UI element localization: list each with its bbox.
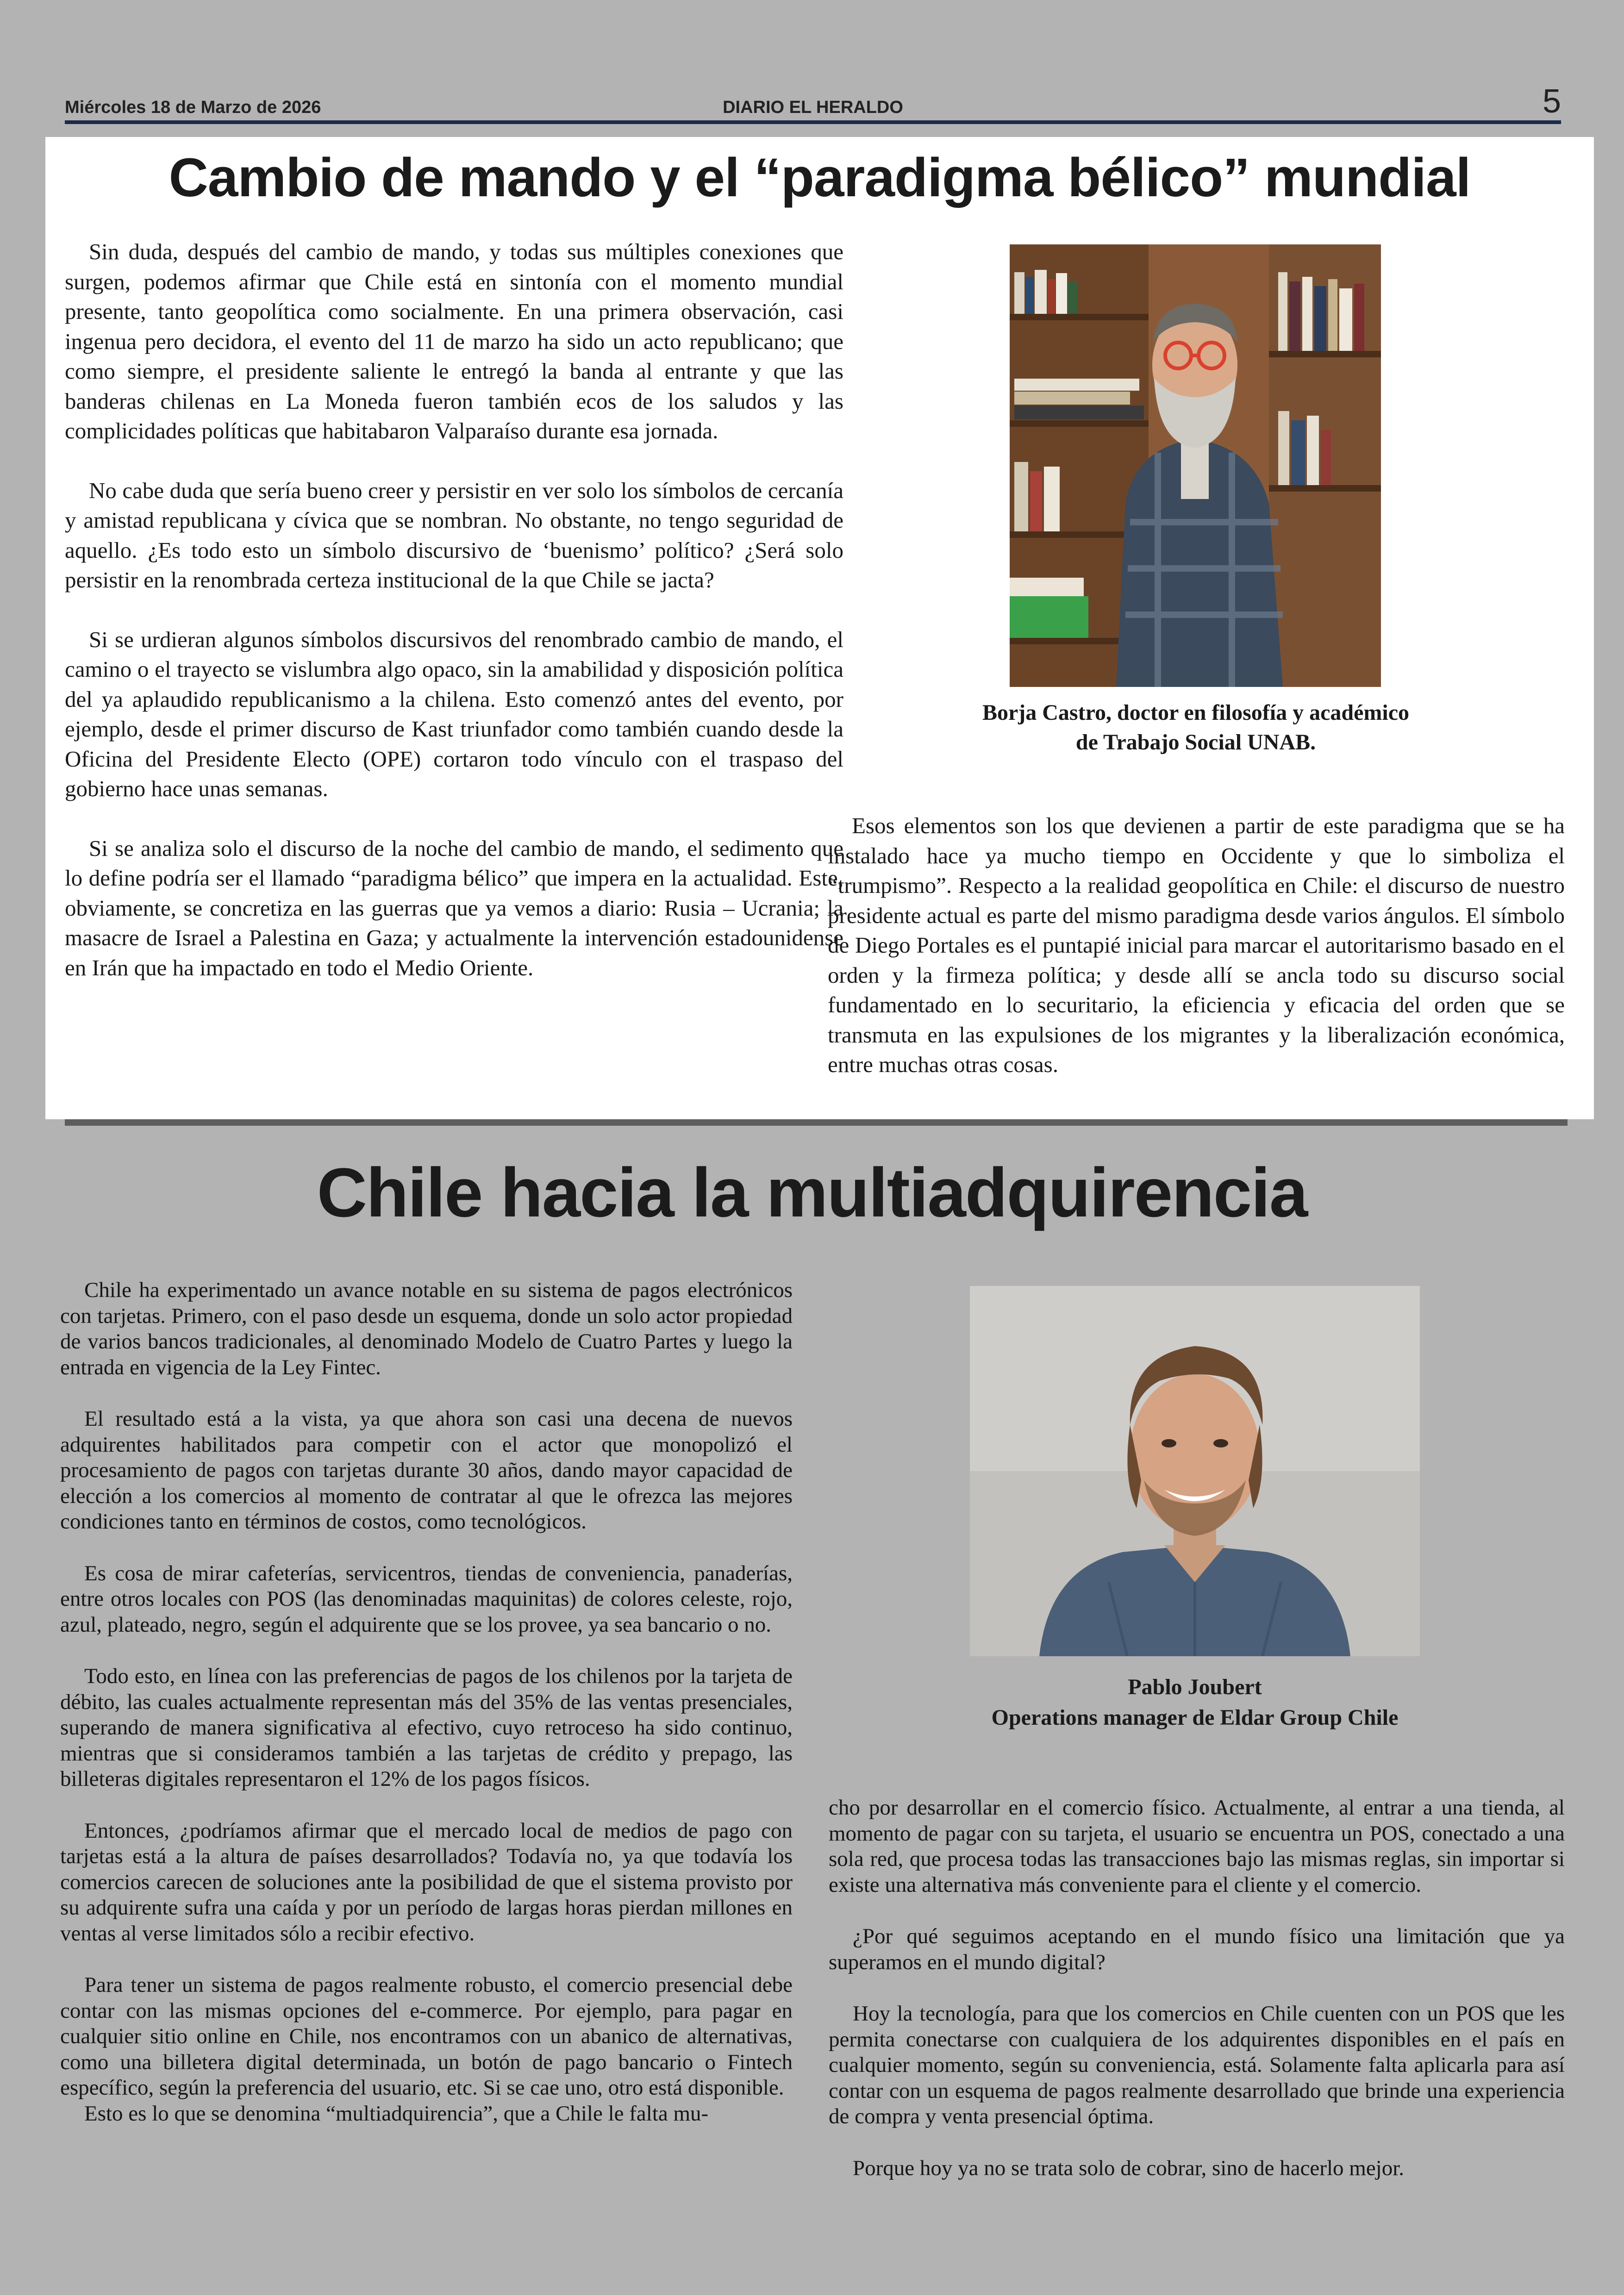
author-photo-pablo-joubert: [970, 1286, 1420, 1656]
paragraph: Es cosa de mirar cafeterías, servicentros, tiendas de conveniencia, panaderías, entre otros locales con POS (las denominadas maquinitas) de colores celeste, rojo, azul, plateado, negro, según el adquirente que se los provee, ya sea bancario o no.: [60, 1561, 793, 1637]
article-1-left-column: [65, 237, 843, 983]
article-1-photo-caption: [869, 698, 1522, 757]
author-photo-borja-castro: [1010, 244, 1381, 687]
paragraph: Si se analiza solo el discurso de la noche del cambio de mando, el sedimento que lo define podría ser el llamado “paradigma bélico” que impera en la actualidad. Este, obviamente, se concretiza en las guerras que ya vemos a diario: Rusia – Ucrania; la masacre de Israel a Palestina en Gaza; y actualmente la intervención estadounidense en Irán que ha impactado en todo el Medio Oriente.: [65, 835, 843, 980]
article-2-right-column: [829, 1795, 1565, 2207]
paragraph: Porque hoy ya no se trata solo de cobrar, sino de hacerlo mejor.: [853, 2156, 1405, 2180]
paragraph: cho por desarrollar en el comercio físico. Actualmente, al entrar a una tienda, al momento de pagar con su tarjeta, el usuario se encuentra un POS, conectado a una sola red, que procesa todas las transacciones bajo las mismas reglas, sin importar si existe una alternativa más conveniente para el cliente y el comercio.: [829, 1796, 1565, 1897]
caption-affiliation-line: de Trabajo Social UNAB.: [1075, 730, 1316, 755]
caption-author-line: Borja Castro, doctor en filosofía y académico: [982, 700, 1410, 725]
paragraph: Entonces, ¿podríamos afirmar que el mercado local de medios de pago con tarjetas está a la altura de países desarrollados? Todavía no, ya que todavía los comercios carecen de soluciones ante la posibilidad de que el sistema provisto por su adquirente sufra una caída y por un período de largas horas pierdan millones en ventas al verse limitados sólo a recibir efectivo.: [60, 1818, 793, 1946]
article-1-title: Cambio de mando y el “paradigma bélico” mundial: [169, 147, 1471, 208]
article-2-photo-caption: [870, 1672, 1519, 1733]
paragraph: Chile ha experimentado un avance notable en su sistema de pagos electrónicos con tarjetas. Primero, con el paso desde un esquema, donde un solo actor propiedad de varios bancos tradicionales, al denominado Modelo de Cuatro Partes y luego la entrada en vigencia de la Ley Fintec.: [60, 1278, 793, 1379]
paragraph: ¿Por qué seguimos aceptando en el mundo físico una limitación que ya superamos en el mundo digital?: [829, 1924, 1565, 1974]
paragraph: Esos elementos son los que devienen a partir de este paradigma que se ha instalado hace ya mucho tiempo en Occidente y que lo simboliza el “trumpismo”. Respecto a la realidad geopolítica en Chile: el discurso de nuestro presidente actual es parte del mismo paradigma desde varios ángulos. El símbolo de Diego Portales es el puntapié inicial para marcar el autoritarismo basado en el orden y la firmeza política; y desde allí se ancla todo su discurso social fundamentado en lo securitario, la eficiencia y eficacia del orden que se transmuta en las expulsiones de los migrantes y la liberalización económica, entre muchas otras cosas.: [828, 813, 1565, 1077]
page-number: 5: [1542, 83, 1561, 120]
caption-author-line: Pablo Joubert: [1128, 1675, 1262, 1699]
portrait-image: [1010, 244, 1381, 687]
paragraph: Si se urdieran algunos símbolos discursivos del renombrado cambio de mando, el camino o el trayecto se vislumbra algo opaco, sin la amabilidad y disposición política del ya aplaudido republicanismo a la chilena. Esto comenzó antes del evento, por ejemplo, desde el primer discurso de Kast triunfador como también cuando desde la Oficina del Presidente Electo (OPE) cortaron todo vínculo con el traspaso del gobierno hace unas semanas.: [65, 626, 843, 801]
section-divider: [65, 1119, 1568, 1126]
paragraph: Hoy la tecnología, para que los comercios en Chile cuenten con un POS que les permita conectarse con cualquiera de los adquirentes disponibles en el país en cualquier momento, según su conveniencia, está. Solamente falta aplicarla para así contar con un esquema de pagos realmente desarrollado que brinde una experiencia de compra y venta presencial óptima.: [829, 2002, 1565, 2128]
paragraph: El resultado está a la vista, ya que ahora son casi una decena de nuevos adquirentes habilitados para competir con el actor que monopolizó el procesamiento de pagos con tarjetas durante 30 años, dando mayor capacidad de elección a los comercios al momento de contratar al que le ofrezca las mejores condiciones tanto en términos de costos, como tecnológicos.: [60, 1407, 793, 1534]
article-2-left-column: [60, 1278, 793, 2152]
issue-date: Miércoles 18 de Marzo de 2026: [65, 98, 321, 117]
paragraph: Todo esto, en línea con las preferencias de pagos de los chilenos por la tarjeta de débito, las cuales actualmente representan más del 35% de las ventas presenciales, superando de manera significativa al efectivo, cuyo retroceso ha sido continuo, mientras que si consideramos también a las tarjetas de crédito y prepago, las billeteras digitales representaron el 12% de los pagos físicos.: [60, 1664, 793, 1791]
paragraph: Esto es lo que se denomina “multiadquirencia”, que a Chile le falta mu-: [84, 2101, 709, 2126]
paragraph: Sin duda, después del cambio de mando, y todas sus múltiples conexiones que surgen, podemos afirmar que Chile está en sintonía con el momento mundial presente, tanto geopolítica como socialmente. En una primera observación, casi ingenua pero decidora, el evento del 11 de marzo ha sido un acto republicano; que como siempre, el presidente saliente le entregó la banda al entrante y que las banderas chilenas en La Moneda fueron también ecos de los saludos y las complicidades políticas que habitabaron Valparaíso durante esa jornada.: [65, 239, 843, 443]
page-header: [65, 83, 1561, 124]
paragraph: Para tener un sistema de pagos realmente robusto, el comercio presencial debe contar con las mismas opciones del e-commerce. Por ejemplo, para pagar en cualquier sitio online en Chile, nos encontramos con un abanico de alternativas, como una billetera digital determinada, un botón de pago bancario o Fintech específico, según la preferencia del usuario, etc. Si se cae uno, otro está disponible.: [60, 1973, 793, 2100]
newspaper-name: DIARIO EL HERALDO: [723, 98, 903, 117]
article-cambio-de-mando: [45, 137, 1594, 1119]
article-1-right-column: [828, 811, 1565, 1080]
article-2-title: Chile hacia la multiadquirencia: [317, 1154, 1307, 1231]
portrait-image: [970, 1286, 1420, 1656]
paragraph: No cabe duda que sería bueno creer y persistir en ver solo los símbolos de cercanía y amistad republicana y cívica que se nombran. No obstante, no tengo seguridad de aquello. ¿Es todo esto un símbolo discursivo de ‘buenismo’ político? ¿Será solo persistir en la renombrada certeza institucional de la que Chile se jacta?: [65, 477, 843, 592]
caption-affiliation-line: Operations manager de Eldar Group Chile: [991, 1705, 1399, 1730]
